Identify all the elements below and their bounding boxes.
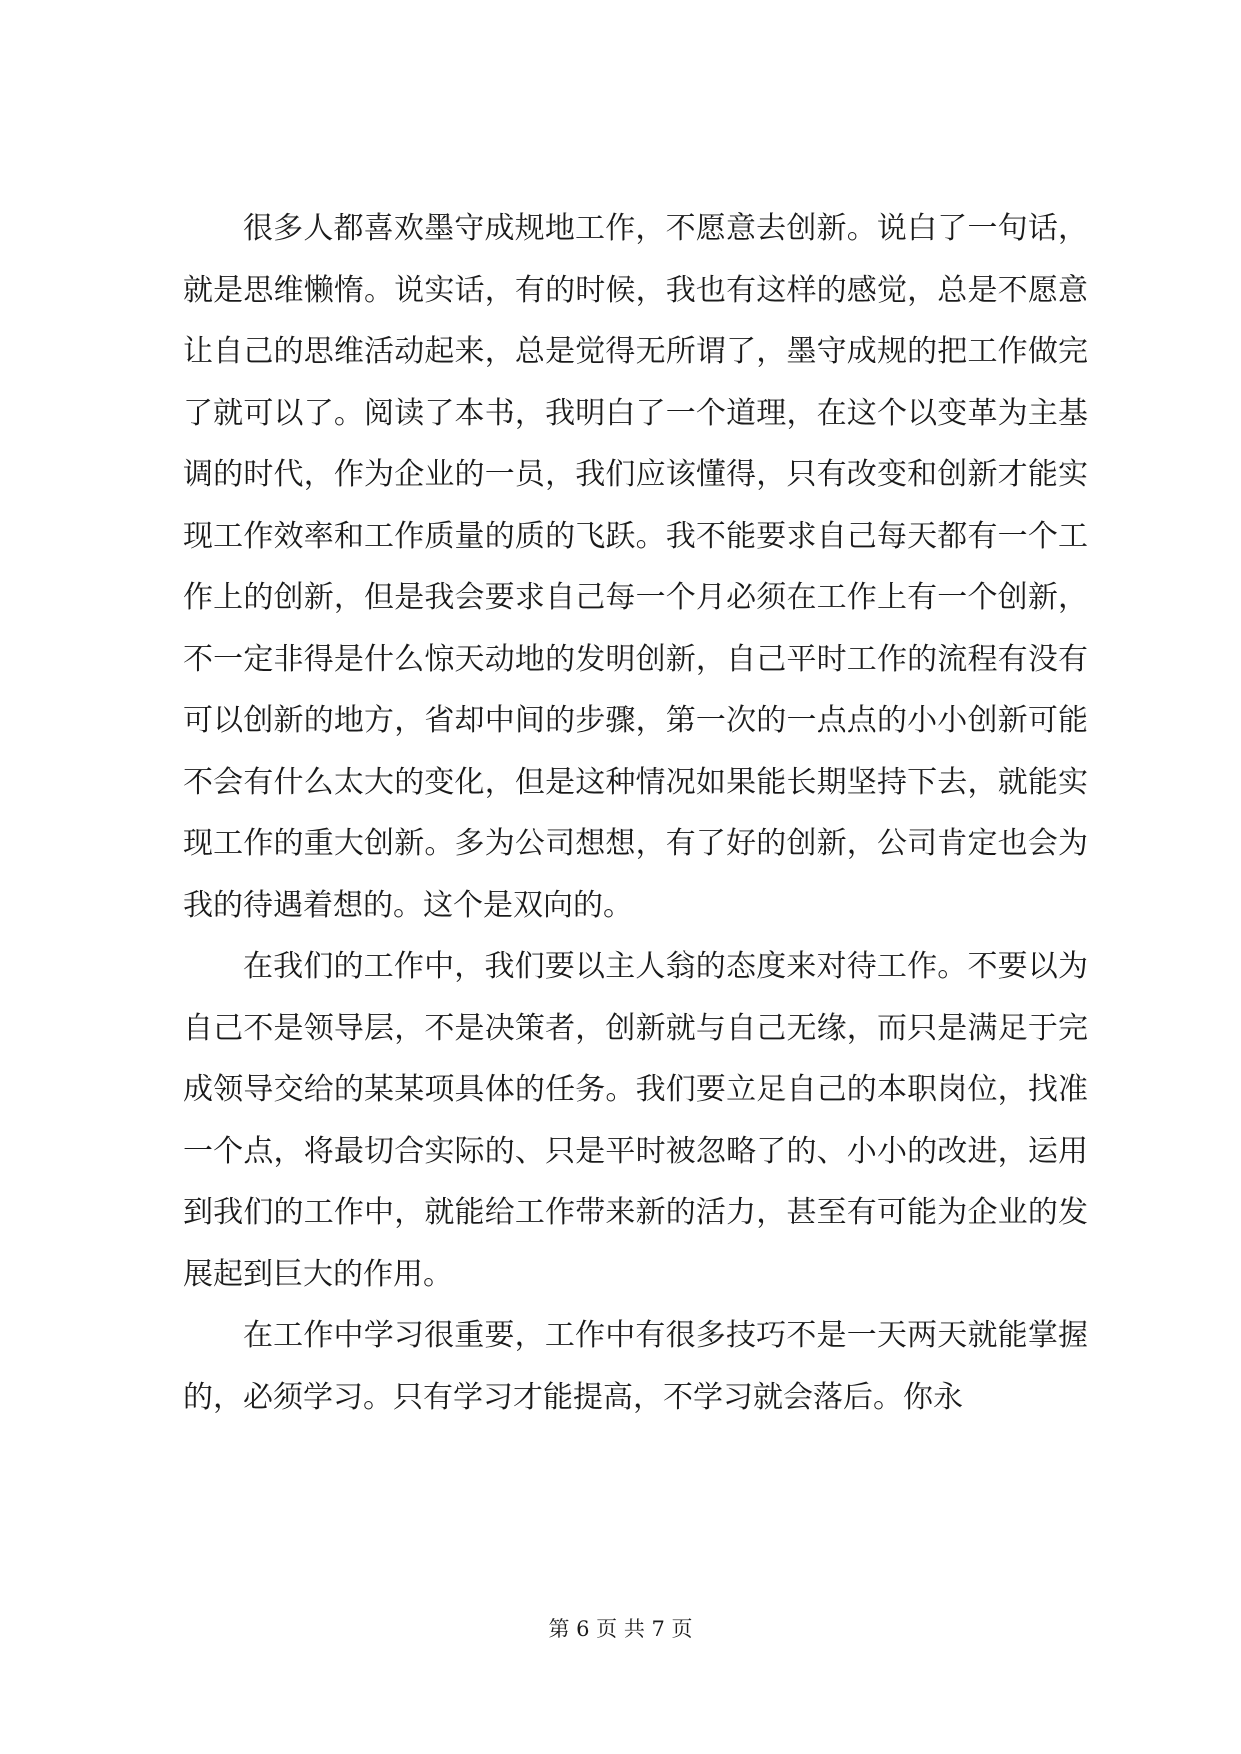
paragraph-3: 在工作中学习很重要，工作中有很多技巧不是一天两天就能掌握的，必须学习。只有学习才能提高，不学习就会落后。你永 (183, 1318, 1088, 1415)
page-footer: 第 6 页 共 7 页 (548, 1617, 693, 1641)
paragraph-2: 在我们的工作中，我们要以主人翁的态度来对待工作。不要以为自己不是领导层，不是决策者，创新就与自己无缘，而只是满足于完成领导交给的某某项具体的任务。我们要立足自己的本职岗位，找准一个点，将最切合实际的、只是平时被忽略了的、小小的改进，运用到我们的工作中，就能给工作带来新的活力，甚至有可能为企业的发展起到巨大的作用。 (183, 949, 1088, 1292)
paragraph-1: 很多人都喜欢墨守成规地工作，不愿意去创新。说白了一句话，就是思维懒惰。说实话，有的时候，我也有这样的感觉，总是不愿意让自己的思维活动起来，总是觉得无所谓了，墨守成规的把工作做完了就可以了。阅读了本书，我明白了一个道理，在这个以变革为主基调的时代，作为企业的一员，我们应该懂得，只有改变和创新才能实现工作效率和工作质量的质的飞跃。我不能要求自己每天都有一个工作上的创新，但是我会要求自己每一个月必须在工作上有一个创新，不一定非得是什么惊天动地的发明创新，自己平时工作的流程有没有可以创新的地方，省却中间的步骤，第一次的一点点的小小创新可能不会有什么太大的变化，但是这种情况如果能长期坚持下去，就能实现工作的重大创新。多为公司想想，有了好的创新，公司肯定也会为我的待遇着想的。这个是双向的。 (183, 211, 1088, 923)
body-text (183, 198, 1088, 1428)
